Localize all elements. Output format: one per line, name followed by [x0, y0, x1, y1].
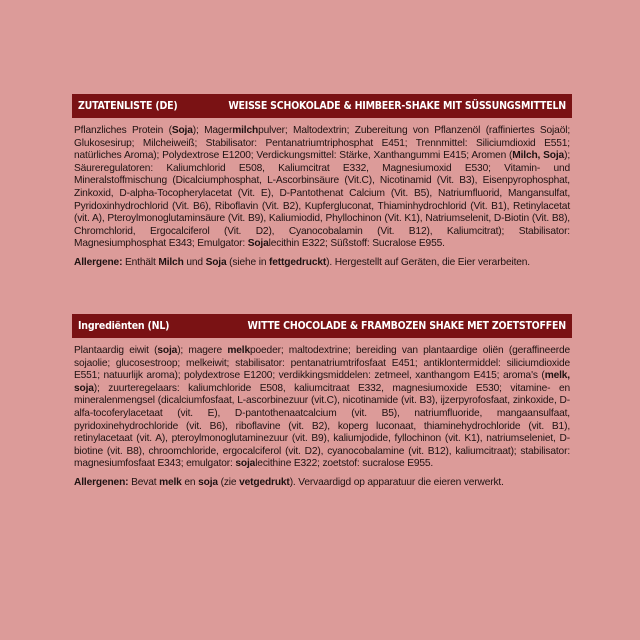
- text-run: Bevat: [128, 476, 160, 488]
- bold-text-run: milch: [232, 125, 259, 136]
- bold-text-run: soja: [157, 345, 178, 356]
- german-allergens-text: [72, 257, 572, 270]
- bold-text-run: melk: [227, 345, 250, 356]
- text-run: ). Hergestellt auf Geräten, die Eier verarbeiten.: [326, 256, 530, 268]
- german-header-left: ZUTATENLISTE (DE): [78, 100, 178, 112]
- dutch-allergens-text: [72, 477, 572, 490]
- bold-text-run: Soja: [247, 238, 269, 250]
- text-run: ); magere: [177, 345, 228, 356]
- bold-text-run: fettgedruckt: [269, 256, 327, 268]
- bold-text-run: melk: [159, 476, 182, 488]
- bold-text-run: soja: [235, 458, 256, 470]
- bold-text-run: Soja: [171, 125, 193, 136]
- bold-text-run: vetgedrukt: [239, 476, 290, 488]
- bold-text-run: Milch, Soja: [512, 150, 565, 162]
- dutch-header-left: Ingrediënten (NL): [78, 320, 170, 332]
- bold-text-run: Soja: [205, 256, 227, 268]
- dutch-ingredients-text: [72, 345, 572, 471]
- text-run: poeder; maltodextrine; bereiding van plantaardige oliën (geraffineerde sojaolie; glucosestroop; melkeiwit; stabilisator: pentanatriumtrifosfaat E451; antiklontermiddel: siliciumdioxide E551; natuurlijk aroma); polydextrose E1200; verdikkingsmiddelen: zetmeel, xanthangom E415; aroma's (: [74, 345, 570, 382]
- german-ingredients-text: [72, 125, 572, 251]
- text-run: (siehe in: [226, 256, 270, 268]
- text-run: Pflanzliches Protein (: [74, 125, 172, 136]
- text-run: pulver; Maltodextrin; Zubereitung von Pflanzenöl (raffiniertes Sojaöl; Glukosesirup; Milcheiweiß; Stabilisator: Pentanatriumtriphosphat E451; Trennmittel: Siliciumdioxid E551; natürliches Aroma); Polydextrose E1200; Verdickungsmittel: Stärke, Xanthangummi E415; Aromen (: [74, 125, 571, 162]
- text-run: ). Vervaardigd op apparatuur die eieren verwerkt.: [289, 476, 504, 488]
- text-run: Enthält: [122, 256, 159, 268]
- bold-text-run: soja: [198, 476, 218, 488]
- dutch-header-bar: [72, 314, 572, 338]
- german-header-bar: [72, 94, 572, 118]
- text-run: lecithin E322; Süßstoff: Sucralose E955.: [268, 238, 445, 250]
- german-ingredients-section: [72, 94, 572, 270]
- dutch-ingredients-section: [72, 314, 572, 490]
- bold-text-run: melk, soja: [74, 370, 570, 394]
- dutch-header-right: WITTE CHOCOLADE & FRAMBOZEN SHAKE MET ZOETSTOFFEN: [247, 320, 566, 332]
- text-run: ); Mager: [192, 125, 233, 136]
- german-header-right: WEISSE SCHOKOLADE & HIMBEER-SHAKE MIT SÜSSUNGSMITTELN: [228, 100, 566, 112]
- text-run: en: [181, 476, 199, 488]
- text-run: Plantaardig eiwit (: [74, 345, 158, 356]
- bold-text-run: Allergenen:: [74, 476, 129, 488]
- text-run: und: [183, 256, 206, 268]
- text-run: (zie: [217, 476, 240, 488]
- text-run: lecithine E322; zoetstof: sucralose E955.: [255, 458, 434, 470]
- bold-text-run: Allergene:: [74, 256, 123, 268]
- text-run: ); zuurteregelaars: kaliumchloride E508, kaliumcitraat E332, magnesiumoxide E530; vitamine- en mineralenmengsel (dicalciumfosfaat, L-ascorbinezuur (vit.C), nicotinamide (vit. B3), ijzerpyrofosfaat, zinkoxide, D-alfa-tocoferylacetaat (vit. E), D-pantothenaatcalcium (vit. B5), natriumfluoride, mangaansulfaat, pyridoxinehydrochloride (vit. B6), riboflavine (vit. B2), koperg luconaat, thiaminehydrochloride (vit. B1), retinylacetaat (vit. A), pteroylmonoglutaminezuur (vit. B9), kaliumjodide, fyllochinon (vit. K1), natriumseleniet, D-biotine (vit. B8), chroomchloride, ergocalciferol (vit. D2), cyanocobalamine (vit. B12), kaliumcitraat); stabilisator: magnesiumfosfaat E343; emulgator:: [74, 382, 570, 470]
- text-run: ); Säureregulatoren: Kaliumchlorid E508, Kaliumcitrat E332, Magnesiumoxid E530; Vitamin- und Mineralstoffmischung (Dicalciumphosphat, L-Ascorbinsäure (Vit.C), Nicotinamid (Vit. B3), Eisenpyrophosphat, Zinkoxid, D-alpha-Tocopherylacetat (Vit. E), D-Pantothenat Calcium (Vit. B5), Natriumfluorid, Mangansulfat, Pyridoxinhydrochlorid (Vit. B6), Riboflavin (Vit. B2), Kupfergluconat, Thiaminhydrochlorid (Vit. B1), Retinylacetat (vit. A), Pteroylmonoglutaminsäure (Vit. B9), Kaliumiodid, Phyllochinon (Vit. K1), Natriumselenit, D-Biotin (Vit. B8), Chromchlorid, Ergocalciferol (Vit. D2), Cyanocobalamin (Vit. B12), Kaliumcitrat); Stabilisator: Magnesiumphosphat E343; Emulgator:: [74, 150, 571, 250]
- bold-text-run: Milch: [158, 256, 184, 268]
